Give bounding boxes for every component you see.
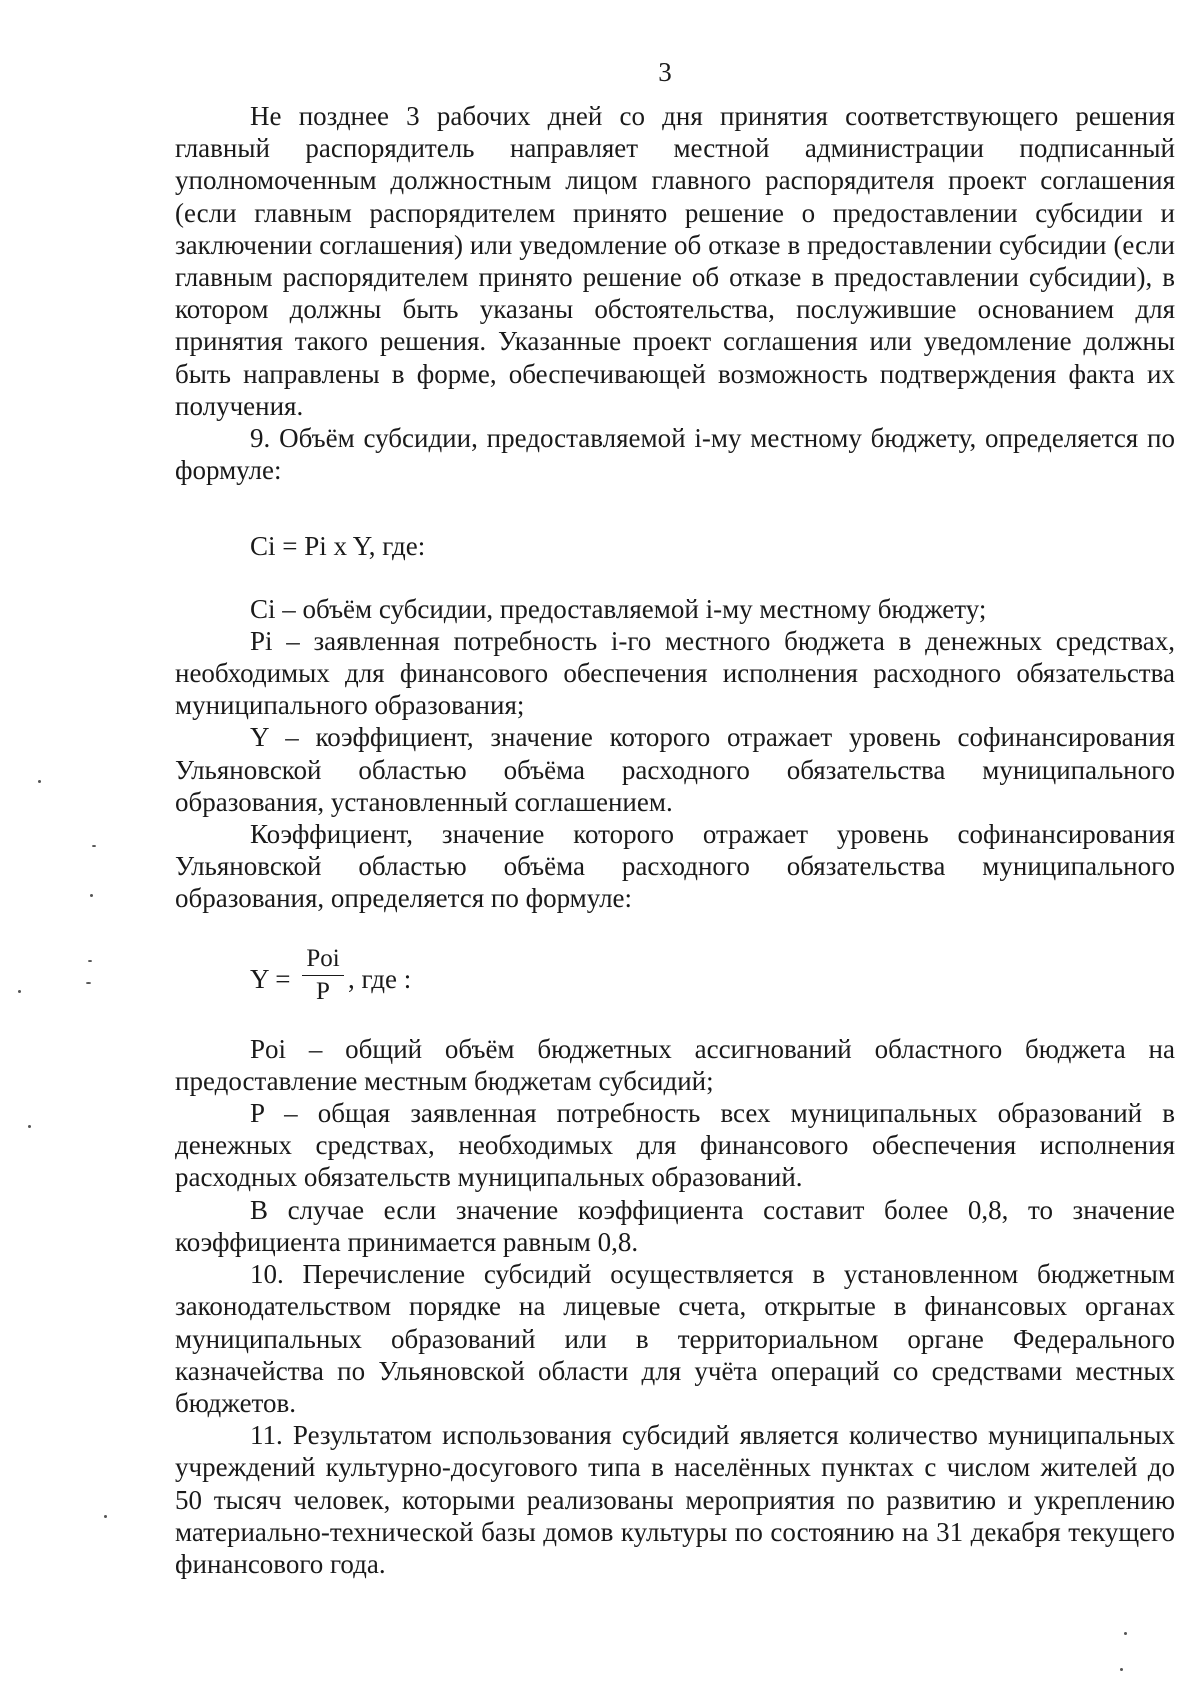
scan-speck (86, 982, 91, 984)
paragraph-item-9: 9. Объём субсидии, предоставляемой i-му местному бюджету, определяется по формуле: (175, 423, 1175, 486)
scan-speck (1120, 1668, 1123, 1671)
definition-p: P – общая заявленная потребность всех муниципальных образований в денежных средствах, необходимых для финансового обеспечения исполнения расходных обязательств муниципальных образований. (175, 1098, 1175, 1193)
paragraph-notification: Не позднее 3 рабочих дней со дня принятия соответствующего решения главный распорядитель направляет местной администрации подписанный уполномоченным должностным лицом главного распорядителя проект соглашения (если главным распорядителем принято решение о предоставлении субсидии и заключении соглашения) или уведомление об отказе в предоставлении субсидии (если главным распорядителем принято решение об отказе в предоставлении субсидии), в котором должны быть указаны обстоятельства, послужившие основанием для принятия такого решения. Указанные проект соглашения или уведомление должны быть направлены в форме, обеспечивающей возможность подтверждения факта их получения. (175, 101, 1175, 421)
formula-subsidy: Ci = Pi x Y, где: (250, 531, 426, 562)
formula-coefficient (250, 945, 1175, 1009)
fraction-denominator: P (316, 977, 330, 1005)
definition-y: Y – коэффициент, значение которого отражает уровень софинансирования Ульяновской областью объёма расходного обязательства муниципального образования, установленный соглашением. (175, 722, 1175, 817)
scan-speck (90, 894, 93, 897)
paragraph-coefficient-cap: В случае если значение коэффициента составит более 0,8, то значение коэффициента принимается равным 0,8. (175, 1194, 1175, 1257)
fraction-numerator: Poi (302, 945, 344, 976)
paragraph-item-11: 11. Результатом использования субсидий является количество муниципальных учреждений культурно-досугового типа в населённых пунктах с числом жителей до 50 тысяч человек, которыми реализованы мероприятия по развитию и укреплению материально-технической базы домов культуры по состоянию на 31 декабря текущего финансового года. (175, 1420, 1175, 1579)
scan-speck (1124, 1632, 1127, 1635)
spacer (175, 563, 1175, 593)
scan-speck (38, 780, 41, 783)
paragraph-coefficient: Коэффициент, значение которого отражает уровень софинансирования Ульяновской областью объёма расходного обязательства муниципального образования, определяется по формуле: (175, 819, 1175, 914)
scan-speck (88, 960, 92, 962)
spacer (175, 1009, 1175, 1033)
scan-speck (28, 1125, 31, 1128)
formula-lhs: Y = (250, 963, 291, 994)
spacer (175, 486, 1175, 530)
document-body (175, 100, 1175, 1580)
page-number: 3 (658, 57, 672, 87)
definition-ci: Ci – объём субсидии, предоставляемой i-му местному бюджету; (250, 593, 987, 624)
paragraph-item-10: 10. Перечисление субсидий осуществляется в установленном бюджетным законодательством порядке на лицевые счета, открытые в финансовых органах муниципальных образований или в территориальном органе Федерального казначейства по Ульяновской области для учёта операций со средствами местных бюджетов. (175, 1259, 1175, 1418)
spacer (175, 915, 1175, 945)
definition-poi: Poi – общий объём бюджетных ассигнований областного бюджета на предоставление местным бюджетам субсидий; (175, 1033, 1175, 1096)
definition-pi: Pi – заявленная потребность i-го местного бюджета в денежных средствах, необходимых для финансового обеспечения исполнения расходного обязательства муниципального образования; (175, 625, 1175, 721)
formula-fraction (302, 945, 344, 1006)
scan-speck (18, 990, 21, 993)
formula-rhs: , где : (348, 963, 412, 994)
scan-speck (92, 845, 96, 847)
scan-speck (104, 1515, 107, 1518)
